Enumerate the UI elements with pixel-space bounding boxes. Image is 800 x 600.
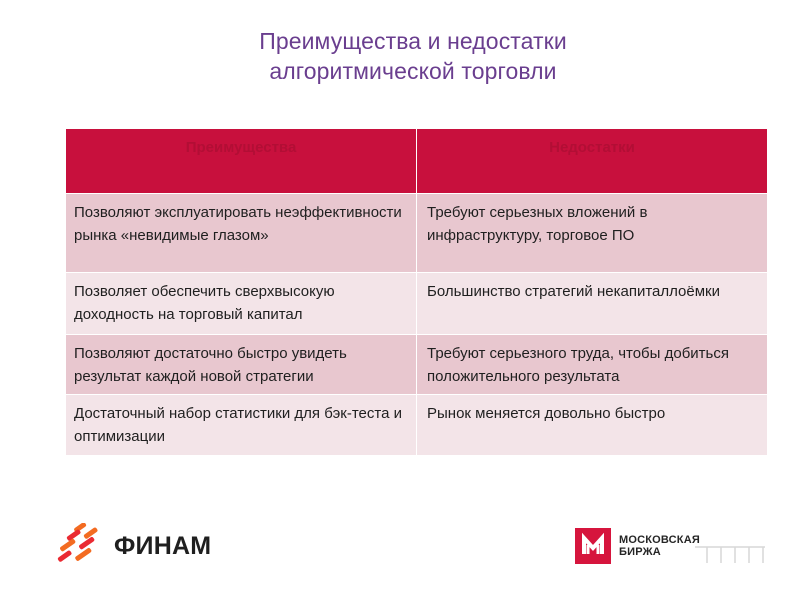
table-body bbox=[66, 193, 767, 455]
table-row bbox=[66, 394, 767, 455]
moscow-exchange-logo-line-2: БИРЖА bbox=[619, 546, 661, 558]
slide-title-line-1: Преимущества и недостатки bbox=[259, 28, 567, 54]
advantage-cell: Позволяют эксплуатировать неэффективности рынка «невидимые глазом» bbox=[66, 193, 417, 272]
finam-logo-icon bbox=[56, 523, 106, 568]
table-header-row bbox=[66, 129, 767, 193]
finam-logo bbox=[32, 520, 248, 572]
table-row bbox=[66, 193, 767, 272]
slide-title bbox=[120, 26, 706, 86]
advantage-cell: Позволяют достаточно быстро увидеть результат каждой новой стратегии bbox=[66, 334, 417, 394]
table-row bbox=[66, 334, 767, 394]
moscow-exchange-logo-text bbox=[619, 534, 739, 558]
slide-title-line-2: алгоритмической торговли bbox=[269, 58, 557, 84]
disadvantage-cell: Требуют серьезных вложений в инфраструктуру, торговое ПО bbox=[417, 193, 768, 272]
advantage-cell: Позволяет обеспечить сверхвысокую доходность на торговый капитал bbox=[66, 272, 417, 334]
disadvantages-column-header: Недостатки bbox=[417, 129, 768, 193]
advantages-column-header: Преимущества bbox=[66, 129, 417, 193]
disadvantage-cell: Большинство стратегий некапиталлоёмки bbox=[417, 272, 768, 334]
moscow-exchange-logo-line-1: МОСКОВСКАЯ bbox=[619, 534, 700, 546]
table-header bbox=[66, 129, 767, 193]
moscow-exchange-logo-icon bbox=[575, 528, 611, 564]
moscow-exchange-logo bbox=[575, 528, 767, 564]
advantage-cell: Достаточный набор статистики для бэк-теста и оптимизации bbox=[66, 394, 417, 455]
table-row bbox=[66, 272, 767, 334]
disadvantage-cell: Требуют серьезного труда, чтобы добиться положительного результата bbox=[417, 334, 768, 394]
disadvantage-cell: Рынок меняется довольно быстро bbox=[417, 394, 768, 455]
advantages-disadvantages-table bbox=[66, 129, 767, 455]
finam-logo-text: ФИНАМ bbox=[114, 532, 212, 560]
